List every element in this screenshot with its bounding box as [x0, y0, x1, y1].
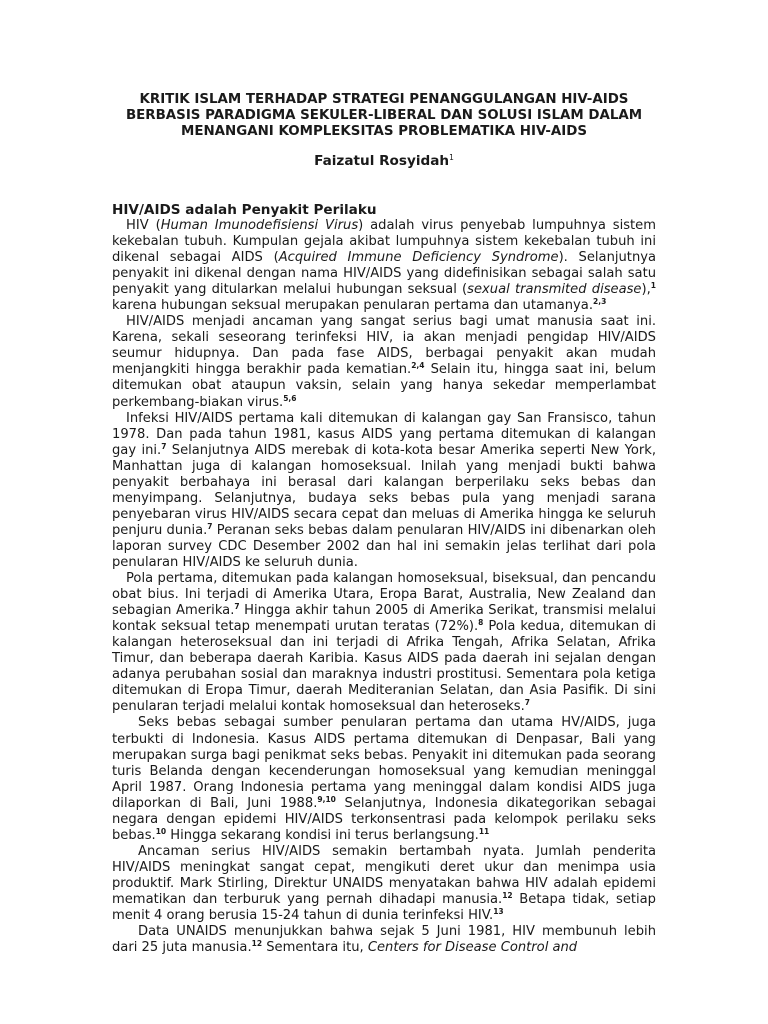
text: Ancaman serius HIV/AIDS semakin bertambah nyata. Jumlah penderita HIV/AIDS meningkat sangat cepat, mengikuti deret ukur dan menimpa usia produktif. Mark Stirling, Direktur UNAIDS menyatakan bahwa HIV adalah epidemi mematikan dan terburuk yang pernah dihadapi manusia. — [112, 843, 656, 907]
text-italic: Human Imunodefisiensi Virus — [160, 218, 359, 233]
footnote-ref: 7 — [161, 441, 167, 451]
author-footnote-ref: 1 — [449, 153, 454, 162]
text: Selanjutnya AIDS merebak di kota-kota besar Amerika seperti New York, Manhattan juga di kalangan homoseksual. Inilah yang menjadi bukti bahwa penyakit berbahaya ini berasal dari kalangan berperilaku seks bebas dan menyimpang. Selanjutnya, budaya seks bebas pula yang menjadi sarana penyebaran virus HIV/AIDS secara cepat dan meluas di Amerika hingga ke seluruh penjuru dunia. — [112, 442, 656, 538]
paragraph — [112, 844, 656, 924]
paragraph — [112, 924, 656, 956]
author-line — [112, 152, 656, 170]
paragraph — [112, 715, 656, 843]
footnote-ref: 12 — [251, 939, 263, 949]
footnote-ref: 9,10 — [317, 794, 336, 804]
author-name: Faizatul Rosyidah — [314, 153, 450, 169]
text: Hingga akhir tahun 2005 di Amerika Serikat, transmisi melalui kontak seksual tetap menempati urutan teratas (72%). — [112, 603, 656, 635]
text-italic: sexual transmited disease — [467, 282, 642, 298]
text: ). Selanjutnya penyakit ini dikenal dengan nama HIV/AIDS yang didefinisikan sebagai salah satu penyakit yang ditularkan melalui hubungan seksual ( — [112, 250, 657, 298]
title-line: KRITIK ISLAM TERHADAP STRATEGI PENANGGULANGAN HIV-AIDS — [139, 92, 629, 107]
text: Data UNAIDS menunjukkan bahwa sejak 5 Juni 1981, HIV membunuh lebih dari 25 juta manusia. — [112, 924, 656, 956]
footnote-ref: 12 — [502, 890, 513, 900]
text: ), — [641, 282, 651, 298]
text: HIV ( — [126, 218, 161, 233]
text: Pola pertama, ditemukan pada kalangan homoseksual, biseksual, dan pencandu obat bius. Ini terjadi di Amerika Utara, Eropa Barat, Australia, New Zealand dan sebagian Amerika. — [112, 571, 656, 619]
text: HIV/AIDS menjadi ancaman yang sangat serius bagi umat manusia saat ini. Karena, sekali seseorang terinfeksi HIV, ia akan menjadi pengidap HIV/AIDS seumur hidupnya. Dan pada fase AIDS, berbagai penyakit akan mudah menjangkiti hingga berakhir pada kematian. — [112, 314, 656, 378]
text: Hingga sekarang kondisi ini terus berlangsung. — [166, 827, 479, 843]
paragraph — [112, 218, 656, 314]
footnote-ref: 7 — [524, 698, 530, 708]
footnote-ref: 2,4 — [411, 361, 425, 371]
text-italic: Acquired Immune Deficiency Syndrome — [278, 250, 559, 266]
text: Infeksi HIV/AIDS pertama kali ditemukan di kalangan gay San Fransisco, tahun 1978. Dan pada tahun 1981, kasus AIDS yang pertama ditemukan di kalangan gay ini. — [112, 410, 656, 458]
text: Pola kedua, ditemukan di kalangan heteroseksual dan ini terjadi di Afrika Tengah, Afrika Selatan, Afrika Timur, dan beberapa daerah Karibia. Kasus AIDS pada daerah ini sejalan dengan adanya perubahan sosial dan maraknya industri prostitusi. Sementara pola ketiga ditemukan di Eropa Timur, daerah Mediteranian Selatan, dan Asia Pasifik. Di sini penularan terjadi melalui kontak homoseksual dan heteroseks. — [112, 619, 656, 715]
text-italic: Centers for Disease Control and — [367, 940, 578, 956]
footnote-ref: 11 — [478, 826, 490, 836]
footnote-ref: 8 — [478, 618, 484, 628]
body-text — [112, 218, 656, 956]
title-line: MENANGANI KOMPLEKSITAS PROBLEMATIKA HIV-AIDS — [181, 124, 587, 139]
text: Betapa tidak, setiap menit 4 orang berusia 15-24 tahun di dunia terinfeksi HIV. — [112, 891, 656, 924]
footnote-ref: 10 — [155, 826, 167, 836]
text: Peranan seks bebas dalam penularan HIV/AIDS ini dibenarkan oleh laporan survey CDC Desember 2002 dan hal ini semakin jelas terlihat dari pola penularan HIV/AIDS ke seluruh dunia. — [112, 522, 656, 570]
paragraph — [112, 314, 656, 410]
footnote-ref: 7 — [207, 521, 213, 531]
footnote-ref: 13 — [493, 907, 504, 917]
text: Seks bebas sebagai sumber penularan pertama dan utama HV/AIDS, juga terbukti di Indonesia. Kasus AIDS pertama ditemukan di Denpasar, Bali yang merupakan surga bagi penikmat seks bebas. Penyakit ini ditemukan pada seorang turis Belanda dengan kecenderungan homoseksual yang kemudian meninggal April 1987. Orang Indonesia pertama yang meninggal dalam kondisi AIDS juga dilaporkan di Bali, Juni 1988. — [112, 715, 656, 811]
title-line: BERBASIS PARADIGMA SEKULER-LIBERAL DAN SOLUSI ISLAM DALAM — [125, 108, 643, 123]
footnote-ref: 7 — [234, 602, 240, 612]
document-title — [112, 92, 656, 140]
footnote-ref: 1 — [650, 281, 656, 291]
text: Selanjutnya, Indonesia dikategorikan sebagai negara dengan epidemi HIV/AIDS terkonsentrasi pada kelompok perilaku seks bebas. — [112, 795, 656, 843]
section-heading: HIV/AIDS adalah Penyakit Perilaku — [112, 202, 377, 218]
footnote-ref: 2,3 — [593, 297, 607, 307]
text: Sementara itu, — [262, 940, 368, 956]
text: Selain itu, hingga saat ini, belum ditemukan obat ataupun vaksin, selain yang hanya sekedar memperlambat perkembang-biakan virus. — [112, 362, 656, 410]
paragraph — [112, 411, 656, 571]
text: ) adalah virus penyebab lumpuhnya sistem kekebalan tubuh. Kumpulan gejala akibat lumpuhnya sistem kekebalan tubuh ini dikenal sebagai AIDS ( — [112, 218, 656, 266]
text: karena hubungan seksual merupakan penularan pertama dan utamanya. — [112, 298, 593, 314]
footnote-ref: 5,6 — [283, 393, 297, 403]
paragraph — [112, 571, 656, 715]
